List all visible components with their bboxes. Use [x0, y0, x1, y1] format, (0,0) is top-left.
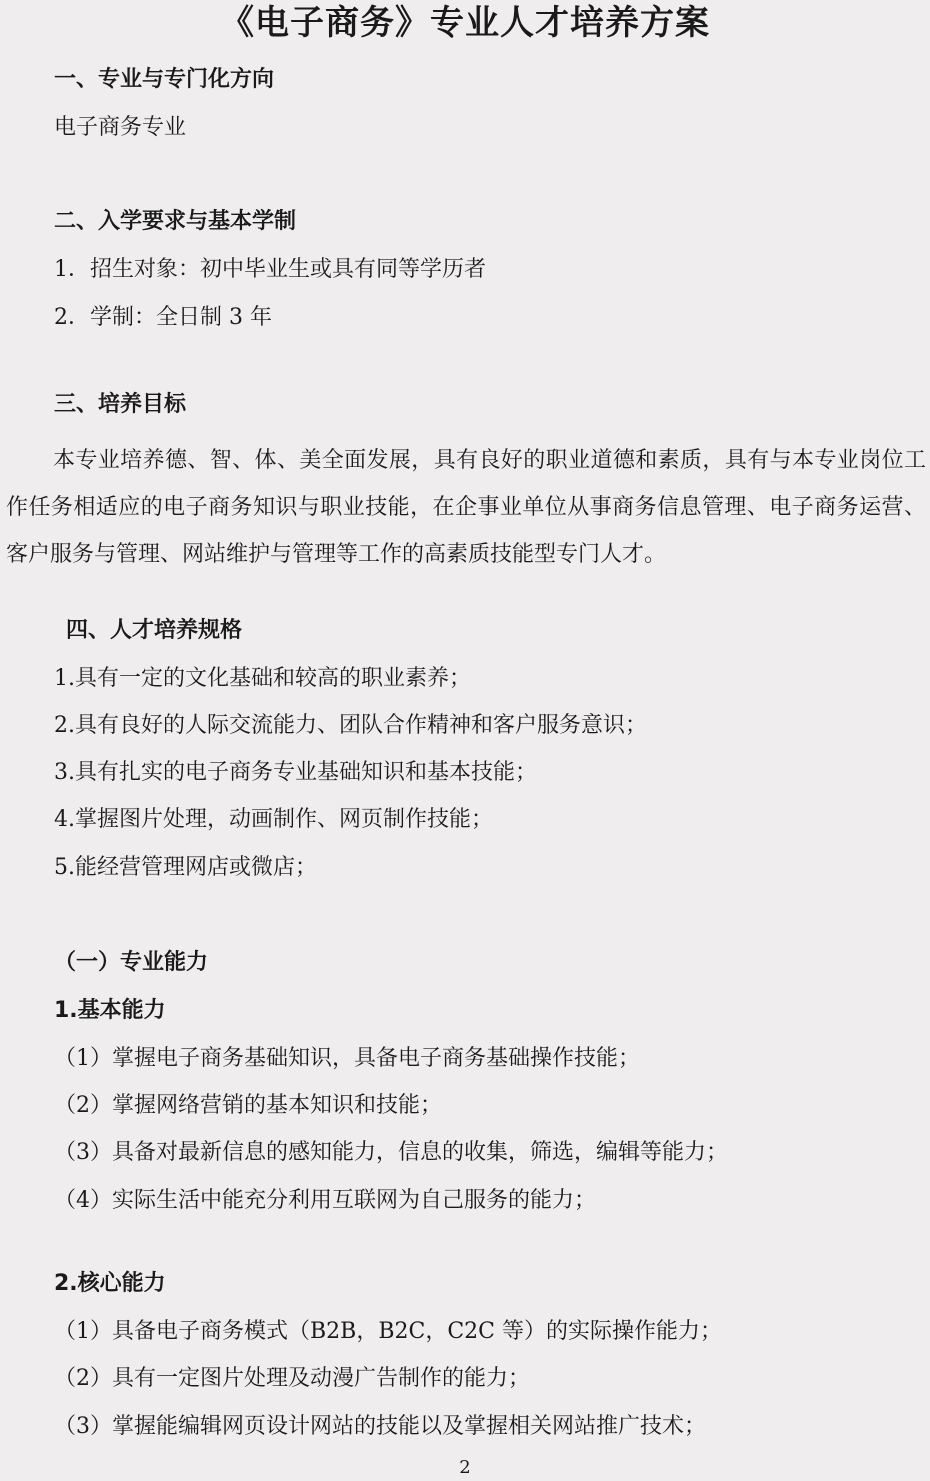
- section-heading-goals: 三、培养目标: [54, 392, 187, 417]
- goals-paragraph: 本专业培养德、智、体、美全面发展，具有良好的职业道德和素质，具有与本专业岗位工作任务相适应的电子商务知识与职业技能，在企事业单位从事商务信息管理、电子商务运营、客户服务与管理、网站维护与管理等工作的高素质技能型专门人才。: [6, 448, 926, 567]
- list-item: （1）掌握电子商务基础知识，具备电子商务基础操作技能；: [54, 1046, 640, 1071]
- list-item: 1.具有一定的文化基础和较高的职业素养；: [54, 666, 471, 691]
- list-item: 5.能经营管理网店或微店；: [54, 855, 317, 880]
- list-item: （2）具有一定图片处理及动漫广告制作的能力；: [54, 1366, 530, 1391]
- text-line: 2．学制：全日制 3 年: [54, 305, 272, 330]
- list-item: （3）掌握能编辑网页设计网站的技能以及掌握相关网站推广技术；: [54, 1414, 706, 1439]
- section-heading-admission: 二、入学要求与基本学制: [54, 209, 297, 234]
- section-heading-major: 一、专业与专门化方向: [54, 67, 275, 92]
- page-title: 《电子商务》专业人才培养方案: [220, 3, 710, 43]
- list-item: （3）具备对最新信息的感知能力，信息的收集，筛选，编辑等能力；: [54, 1140, 728, 1165]
- list-item: （1）具备电子商务模式（B2B，B2C，C2C 等）的实际操作能力；: [54, 1319, 722, 1344]
- list-item: 3.具有扎实的电子商务专业基础知识和基本技能；: [54, 760, 537, 785]
- list-item: （4）实际生活中能充分利用互联网为自己服务的能力；: [54, 1188, 596, 1213]
- text-line: 电子商务专业: [54, 115, 187, 140]
- section-heading-specs: 四、人才培养规格: [66, 618, 243, 643]
- list-item: 4.掌握图片处理，动画制作、网页制作技能；: [54, 807, 493, 832]
- text-line: 1．招生对象：初中毕业生或具有同等学历者: [54, 257, 486, 282]
- subsection-heading-professional-ability: （一）专业能力: [54, 950, 209, 975]
- list-item: （2）掌握网络营销的基本知识和技能；: [54, 1093, 442, 1118]
- subsection-heading-core-ability: 2.核心能力: [54, 1271, 166, 1296]
- page-number: 2: [459, 1457, 471, 1478]
- list-item: 2.具有良好的人际交流能力、团队合作精神和客户服务意识；: [54, 713, 647, 738]
- subsection-heading-basic-ability: 1.基本能力: [54, 998, 166, 1023]
